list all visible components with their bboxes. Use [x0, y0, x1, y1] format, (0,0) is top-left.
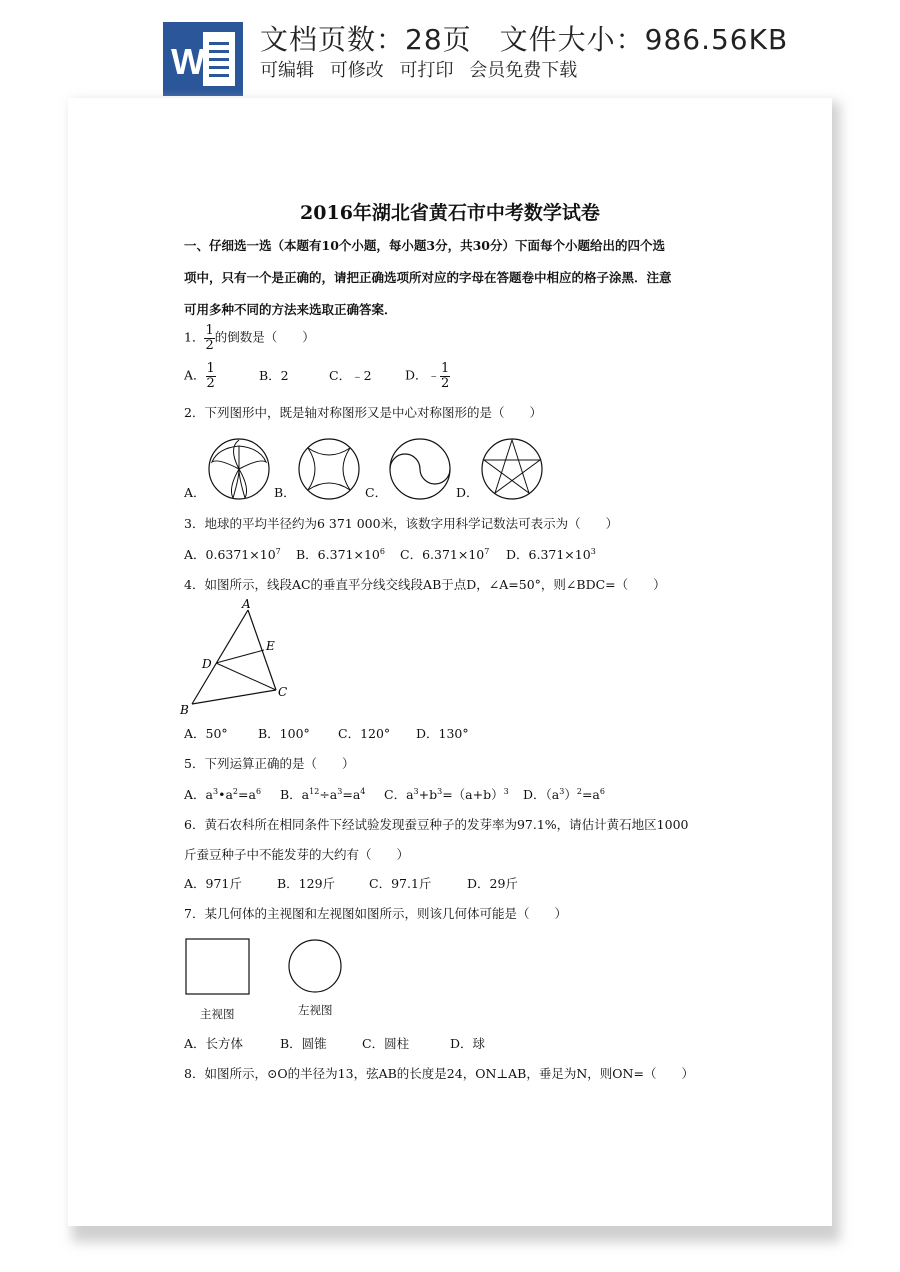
section-instructions-line-3: 可用多种不同的方法来选取正确答案．: [184, 302, 397, 317]
figure-2d-star-circle: [481, 438, 543, 500]
page-count: 文档页数：28页: [260, 23, 472, 56]
question-2-label-c: C．: [365, 485, 388, 500]
point-e-label: E: [266, 639, 275, 653]
feature-modifiable: 可修改: [329, 60, 384, 81]
point-d-label: D: [202, 657, 212, 671]
word-icon-letter: W: [171, 41, 205, 82]
figure-2c-s-curve-circle: [389, 438, 451, 500]
question-2-label-b: B．: [274, 485, 296, 500]
figure-7-front-view-square: [185, 938, 251, 996]
question-5: 5．下列运算正确的是（ ）: [184, 756, 355, 771]
question-5-options: A．$a^3•a^2=a^6$ B．$a^{12}\div a^3=a^4$ C．$a^3+b^3=(a+b)^3$ D．$(a^3)^2=a^6$: [184, 786, 605, 802]
question-6-line-2: 斤蚕豆种子中不能发芽的大约有（ ）: [184, 847, 410, 862]
front-view-label: 主视图: [200, 1007, 235, 1021]
section-instructions-line-2: 项中，只有一个是正确的，请把正确选项所对应的字母在答题卷中相应的格子涂黑．注意: [184, 270, 672, 285]
point-b-label: B: [180, 703, 189, 717]
figure-2b-four-arc-circle: [298, 438, 360, 500]
question-4: 4．如图所示，线段AC的垂直平分线交线段AB于点D，∠A=50°，则∠BDC=（ ）: [184, 577, 666, 592]
banner-features: [260, 56, 587, 82]
banner-stats: [260, 18, 788, 58]
left-view-label: 左视图: [298, 1003, 333, 1017]
word-document-icon: [163, 22, 243, 96]
question-7: 7．某几何体的主视图和左视图如图所示，则该几何体可能是（ ）: [184, 906, 567, 921]
figure-4-triangle: [180, 598, 300, 718]
download-banner: [0, 0, 900, 100]
section-instructions-line-1: 一、仔细选一选（本题有10个小题，每小题3分，共30分）下面每个小题给出的四个选: [184, 238, 665, 253]
feature-editable: 可编辑: [260, 60, 314, 81]
feature-printable: 可打印: [399, 60, 454, 81]
question-2-label-d: D．: [456, 485, 479, 500]
file-size: 文件大小：986.56KB: [499, 23, 789, 56]
question-6-line-1: 6．黄石农科所在相同条件下经试验发现蚕豆种子的发芽率为97.1%，请估计黄石地区1000: [184, 817, 689, 832]
question-4-options: A．50° B．100° C．120° D．130°: [184, 726, 469, 741]
fraction-half: $\frac{1}{2}$: [205, 323, 214, 353]
question-1: 1． $\frac{1}{2}$ 的倒数是（ ）: [184, 323, 315, 353]
feature-free-download[interactable]: 会员免费下载: [469, 60, 578, 81]
document-page: [68, 98, 832, 1226]
question-3: 3．地球的平均半径约为6 371 000米，该数字用科学记数法可表示为（ ）: [184, 516, 619, 531]
question-2-label-a: A．: [184, 485, 206, 500]
question-1-options: A． $\frac{1}{2}$ B．2 C．﹣2 D．﹣ $\frac{1}{2}$: [184, 361, 450, 391]
question-2: 2．下列图形中，既是轴对称图形又是中心对称图形的是（ ）: [184, 405, 542, 420]
exam-title: 2016年湖北省黄石市中考数学试卷: [300, 202, 600, 224]
point-a-label: A: [242, 597, 251, 611]
question-8: 8．如图所示，⊙O的半径为13，弦AB的长度是24，ON⊥AB，垂足为N，则ON=（ ）: [184, 1066, 694, 1081]
figure-7-left-view-circle: [287, 938, 343, 994]
question-3-options: A．$0.6371\times 10^7$ B．$6.371\times 10^6$ C．$6.371\times 10^7$ D．$6.371\times 10^3$: [184, 546, 596, 562]
point-c-label: C: [278, 685, 288, 699]
question-7-options: A．长方体 B．圆锥 C．圆柱 D．球: [184, 1036, 486, 1051]
figure-2a-three-leaf-circle: [208, 438, 270, 500]
question-6-options: A．971斤 B．129斤 C．97.1斤 D．29斤: [184, 876, 518, 891]
